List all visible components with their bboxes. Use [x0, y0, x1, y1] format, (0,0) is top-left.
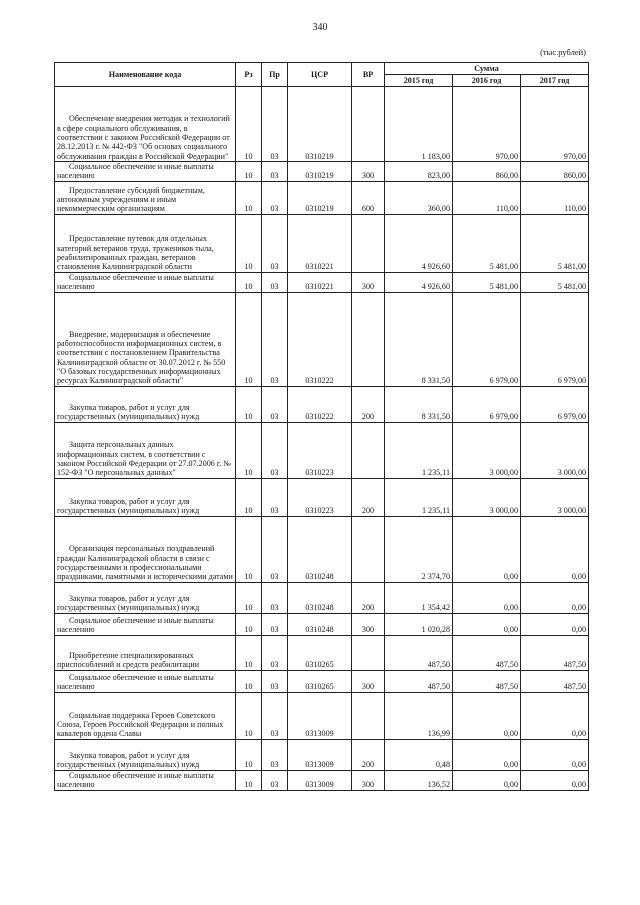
- row-vr: 300: [352, 770, 385, 790]
- row-vr: 600: [352, 181, 385, 214]
- row-amount-2017: 0,00: [521, 770, 589, 790]
- row-amount-2017: 110,00: [521, 181, 589, 214]
- row-pr: 03: [262, 739, 288, 770]
- row-pr: 03: [262, 214, 288, 272]
- row-vr: [352, 422, 385, 478]
- row-name: Закупка товаров, работ и услуг для государственных (муниципальных) нужд: [55, 478, 236, 516]
- row-csr: 0310219: [288, 162, 352, 182]
- row-pr: 03: [262, 162, 288, 182]
- row-pr: 03: [262, 613, 288, 635]
- row-amount-2016: 0,00: [453, 770, 521, 790]
- row-vr: 300: [352, 613, 385, 635]
- row-amount-2015: 360,00: [385, 181, 453, 214]
- table-row: [55, 292, 589, 386]
- header-pr: Пр: [262, 63, 288, 87]
- row-pr: 03: [262, 770, 288, 790]
- row-vr: [352, 516, 385, 582]
- row-pr: 03: [262, 582, 288, 613]
- row-pr: 03: [262, 272, 288, 292]
- row-amount-2015: 136,99: [385, 692, 453, 739]
- row-name: Защита персональных данных информационных систем, в соответствии с законом Российской Федерации от 27.07.2006 г. № 152-ФЗ "О персональных данных": [55, 422, 236, 478]
- row-csr: 0310248: [288, 516, 352, 582]
- row-pr: 03: [262, 386, 288, 422]
- row-amount-2015: 0,48: [385, 739, 453, 770]
- row-rz: 10: [236, 87, 262, 162]
- row-name: Социальная поддержка Героев Советского Союза, Героев Российской Федерации и полных кавалеров ордена Славы: [55, 692, 236, 739]
- row-rz: 10: [236, 692, 262, 739]
- row-amount-2017: 0,00: [521, 692, 589, 739]
- row-name: Предоставление субсидий бюджетным, автономным учреждениям и иным некоммерческим организациям: [55, 181, 236, 214]
- row-amount-2016: 6 979,00: [453, 292, 521, 386]
- table-row: [55, 582, 589, 613]
- header-name: Наименование кода: [55, 63, 236, 87]
- table-row: [55, 613, 589, 635]
- row-amount-2017: 0,00: [521, 613, 589, 635]
- row-amount-2017: 970,00: [521, 87, 589, 162]
- row-csr: 0310221: [288, 272, 352, 292]
- table-row: [55, 272, 589, 292]
- row-amount-2015: 1 354,42: [385, 582, 453, 613]
- row-amount-2016: 0,00: [453, 582, 521, 613]
- row-pr: 03: [262, 181, 288, 214]
- row-amount-2015: 1 020,28: [385, 613, 453, 635]
- row-rz: 10: [236, 670, 262, 692]
- row-amount-2016: 0,00: [453, 692, 521, 739]
- table-row: [55, 635, 589, 670]
- row-amount-2015: 2 374,70: [385, 516, 453, 582]
- row-vr: [352, 87, 385, 162]
- row-rz: 10: [236, 292, 262, 386]
- row-csr: 0310248: [288, 613, 352, 635]
- row-amount-2016: 0,00: [453, 739, 521, 770]
- row-csr: 0310265: [288, 635, 352, 670]
- row-csr: 0310248: [288, 582, 352, 613]
- row-amount-2016: 970,00: [453, 87, 521, 162]
- row-amount-2016: 487,50: [453, 635, 521, 670]
- row-rz: 10: [236, 770, 262, 790]
- budget-table: [54, 62, 589, 791]
- table-row: [55, 478, 589, 516]
- row-pr: 03: [262, 478, 288, 516]
- row-vr: [352, 692, 385, 739]
- row-amount-2015: 1 183,00: [385, 87, 453, 162]
- row-amount-2017: 860,00: [521, 162, 589, 182]
- row-csr: 0310222: [288, 292, 352, 386]
- row-name: Закупка товаров, работ и услуг для государственных (муниципальных) нужд: [55, 739, 236, 770]
- row-csr: 0310223: [288, 478, 352, 516]
- row-vr: 200: [352, 582, 385, 613]
- row-rz: 10: [236, 478, 262, 516]
- row-csr: 0310222: [288, 386, 352, 422]
- row-amount-2015: 8 331,50: [385, 292, 453, 386]
- table-row: [55, 670, 589, 692]
- row-rz: 10: [236, 582, 262, 613]
- row-amount-2015: 4 926,60: [385, 214, 453, 272]
- row-vr: 300: [352, 162, 385, 182]
- row-amount-2017: 0,00: [521, 739, 589, 770]
- row-amount-2017: 487,50: [521, 635, 589, 670]
- table-row: [55, 162, 589, 182]
- row-amount-2017: 5 481,00: [521, 272, 589, 292]
- row-csr: 0313009: [288, 770, 352, 790]
- row-rz: 10: [236, 181, 262, 214]
- row-amount-2016: 487,50: [453, 670, 521, 692]
- row-csr: 0310219: [288, 87, 352, 162]
- table-row: [55, 386, 589, 422]
- page-number: 340: [312, 22, 328, 33]
- header-2017: 2017 год: [521, 75, 589, 87]
- row-name: Внедрение, модернизация и обеспечение работоспособности информационных систем, в соответствии с постановлением Правительства Калининградской области от 30.07.2012 г. № 550 "О базовых государственных информационных ресурсах Калининградской области": [55, 292, 236, 386]
- row-amount-2015: 4 926,60: [385, 272, 453, 292]
- header-rz: Рз: [236, 63, 262, 87]
- row-rz: 10: [236, 613, 262, 635]
- row-name: Социальное обеспечение и иные выплаты населению: [55, 613, 236, 635]
- row-csr: 0310223: [288, 422, 352, 478]
- row-csr: 0310219: [288, 181, 352, 214]
- table-row: [55, 214, 589, 272]
- row-vr: 300: [352, 670, 385, 692]
- row-amount-2015: 1 235,11: [385, 478, 453, 516]
- row-rz: 10: [236, 272, 262, 292]
- row-amount-2016: 3 000,00: [453, 478, 521, 516]
- row-pr: 03: [262, 670, 288, 692]
- row-name: Организация персональных поздравлений граждан Калининградской области в связи с государственными и профессиональными праздниками, памятными и историческими датами: [55, 516, 236, 582]
- row-csr: 0313009: [288, 739, 352, 770]
- row-csr: 0310265: [288, 670, 352, 692]
- row-amount-2016: 5 481,00: [453, 214, 521, 272]
- row-vr: 200: [352, 386, 385, 422]
- row-rz: 10: [236, 214, 262, 272]
- header-vr: ВР: [352, 63, 385, 87]
- table-row: [55, 422, 589, 478]
- row-rz: 10: [236, 516, 262, 582]
- row-amount-2016: 5 481,00: [453, 272, 521, 292]
- row-amount-2016: 860,00: [453, 162, 521, 182]
- table-row: [55, 516, 589, 582]
- row-rz: 10: [236, 162, 262, 182]
- row-amount-2016: 0,00: [453, 516, 521, 582]
- row-rz: 10: [236, 635, 262, 670]
- row-vr: 300: [352, 272, 385, 292]
- row-pr: 03: [262, 292, 288, 386]
- row-vr: [352, 292, 385, 386]
- row-amount-2015: 1 235,11: [385, 422, 453, 478]
- row-amount-2015: 487,50: [385, 635, 453, 670]
- table-row: [55, 692, 589, 739]
- table-body: [55, 87, 589, 791]
- header-2015: 2015 год: [385, 75, 453, 87]
- row-amount-2017: 3 000,00: [521, 478, 589, 516]
- row-pr: 03: [262, 635, 288, 670]
- row-csr: 0310221: [288, 214, 352, 272]
- row-amount-2017: 487,50: [521, 670, 589, 692]
- row-name: Социальное обеспечение и иные выплаты населению: [55, 770, 236, 790]
- row-pr: 03: [262, 422, 288, 478]
- row-amount-2017: 0,00: [521, 582, 589, 613]
- row-csr: 0313009: [288, 692, 352, 739]
- row-amount-2015: 487,50: [385, 670, 453, 692]
- units-label: (тыс.рублей): [540, 47, 586, 57]
- table-row: [55, 181, 589, 214]
- row-amount-2016: 0,00: [453, 613, 521, 635]
- row-name: Приобретение специализированных приспособлений и средств реабилитации: [55, 635, 236, 670]
- table-header: [55, 63, 589, 87]
- row-rz: 10: [236, 739, 262, 770]
- row-name: Социальное обеспечение и иные выплаты населению: [55, 272, 236, 292]
- row-name: Закупка товаров, работ и услуг для государственных (муниципальных) нужд: [55, 582, 236, 613]
- row-amount-2016: 110,00: [453, 181, 521, 214]
- row-vr: [352, 214, 385, 272]
- table-row: [55, 87, 589, 162]
- row-amount-2016: 6 979,00: [453, 386, 521, 422]
- row-amount-2016: 3 000,00: [453, 422, 521, 478]
- header-2016: 2016 год: [453, 75, 521, 87]
- row-vr: 200: [352, 739, 385, 770]
- row-name: Социальное обеспечение и иные выплаты населению: [55, 162, 236, 182]
- row-amount-2017: 0,00: [521, 516, 589, 582]
- row-amount-2017: 3 000,00: [521, 422, 589, 478]
- row-rz: 10: [236, 422, 262, 478]
- header-sum: Сумма: [385, 63, 589, 75]
- row-name: Социальное обеспечение и иные выплаты населению: [55, 670, 236, 692]
- row-pr: 03: [262, 87, 288, 162]
- row-amount-2017: 6 979,00: [521, 386, 589, 422]
- row-amount-2017: 5 481,00: [521, 214, 589, 272]
- row-pr: 03: [262, 692, 288, 739]
- row-amount-2015: 136,52: [385, 770, 453, 790]
- header-csr: ЦСР: [288, 63, 352, 87]
- row-name: Предоставление путевок для отдельных категорий ветеранов труда, тружеников тыла, реабилитированных граждан, ветеранов становления Калининградской области: [55, 214, 236, 272]
- row-name: Закупка товаров, работ и услуг для государственных (муниципальных) нужд: [55, 386, 236, 422]
- row-vr: 200: [352, 478, 385, 516]
- row-name: Обеспечение внедрения методик и технологий в сфере социального обслуживания, в соответствии с законом Российской Федерации от 28.12.2013 г. № 442-ФЗ "Об основах социального обслуживания граждан в Российской Федерации": [55, 87, 236, 162]
- row-amount-2015: 823,00: [385, 162, 453, 182]
- table-row: [55, 770, 589, 790]
- row-rz: 10: [236, 386, 262, 422]
- row-pr: 03: [262, 516, 288, 582]
- table-row: [55, 739, 589, 770]
- row-amount-2017: 6 979,00: [521, 292, 589, 386]
- row-amount-2015: 8 331,50: [385, 386, 453, 422]
- row-vr: [352, 635, 385, 670]
